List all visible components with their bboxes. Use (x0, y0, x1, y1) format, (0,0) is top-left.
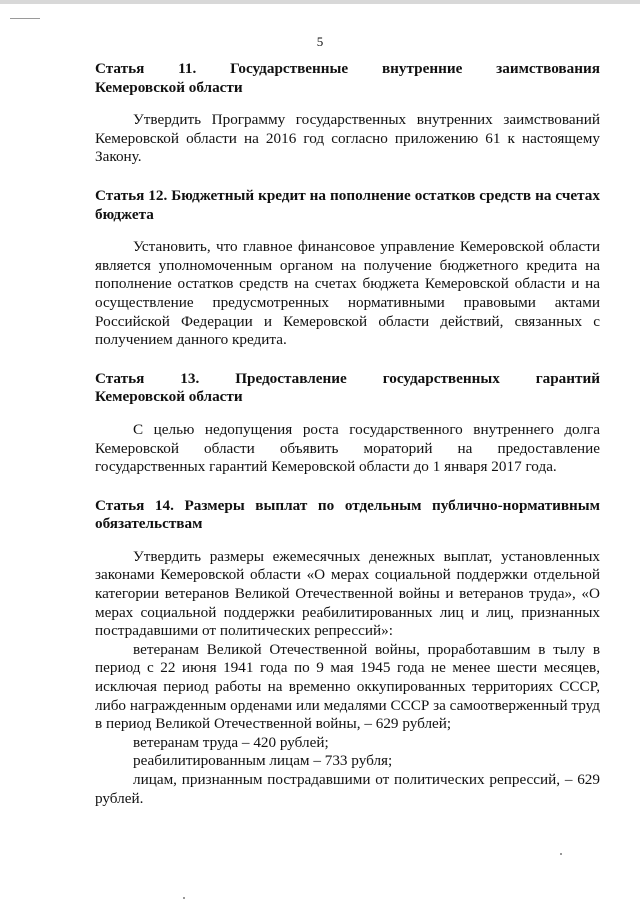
article-12-heading: Статья 12. Бюджетный кредит на пополнение остатков средств на счетах бюджета (95, 186, 600, 223)
article-11-heading-word: Государственные (230, 60, 349, 77)
article-13-heading-word: государственных (382, 369, 500, 387)
scan-speck (183, 897, 185, 899)
article-14-item: ветеранам труда – 420 рублей; (133, 733, 329, 751)
article-12-text: Установить, что главное финансовое управление Кемеровской области является уполномоченным органом на получение бюджетного кредита на пополнение остатков средств на счетах бюджета Кемеровской области и на осуществление предусмотренных нормативными правовыми актами Российской Федерации и Кемеровской области действий, связанных с получением данного кредита. (95, 238, 600, 349)
article-14-heading: Статья 14. Размеры выплат по отдельным публично-нормативным обязательствам (95, 496, 600, 533)
article-13-heading-word: Предоставление (235, 369, 347, 387)
article-13-text: С целью недопущения роста государственного внутреннего долга Кемеровской области объявить мораторий на предоставление государственных гарантий Кемеровской области до 1 января 2017 года. (95, 420, 600, 476)
article-14-intro: Утвердить размеры ежемесячных денежных выплат, установленных законами Кемеровской области «О мерах социальной поддержки отдельной категории ветеранов Великой Отечественной войны и ветеранов труда», «О мерах социальной поддержки реабилитированных лиц и лиц, признанных пострадавшими от политических репрессий»: (95, 547, 600, 640)
article-11-heading-word: заимствования (496, 60, 600, 77)
article-13-heading-word: Статья (95, 369, 145, 387)
article-14-item: реабилитированным лицам – 733 рубля; (133, 752, 393, 770)
document-body (95, 60, 600, 808)
article-14-item: лицам, признанным пострадавшими от политических репрессий, – 629 рублей. (95, 771, 600, 807)
article-11-heading-word: Статья (95, 60, 145, 77)
article-13-heading (95, 370, 600, 407)
article-13-heading-word: 13. (180, 369, 200, 387)
article-11-heading-word: внутренние (381, 60, 463, 77)
scan-top-edge (0, 0, 640, 4)
article-11-heading-word: 11. (178, 60, 197, 77)
article-14-item: ветеранам Великой Отечественной войны, проработавшим в тылу в период с 22 июня 1941 года по 9 мая 1945 года не менее шести месяцев, исключая период работы на временно оккупированных территориях СССР, либо награжденным орденами или медалями СССР за самоотверженный труд в период Великой Отечественной войны, – 629 рублей; (95, 640, 600, 733)
scan-speck (560, 853, 562, 855)
article-11-text: Утвердить Программу государственных внутренних заимствований Кемеровской области на 2016 год согласно приложению 61 к настоящему Закону. (95, 111, 600, 166)
article-13-heading-line2: Кемеровской области (95, 388, 243, 406)
article-11-heading (95, 60, 600, 97)
article-13-heading-word: гарантий (535, 369, 600, 387)
article-11-heading-line2: Кемеровской области (95, 78, 243, 96)
scan-corner-mark (10, 18, 40, 19)
page-number: 5 (316, 34, 324, 49)
